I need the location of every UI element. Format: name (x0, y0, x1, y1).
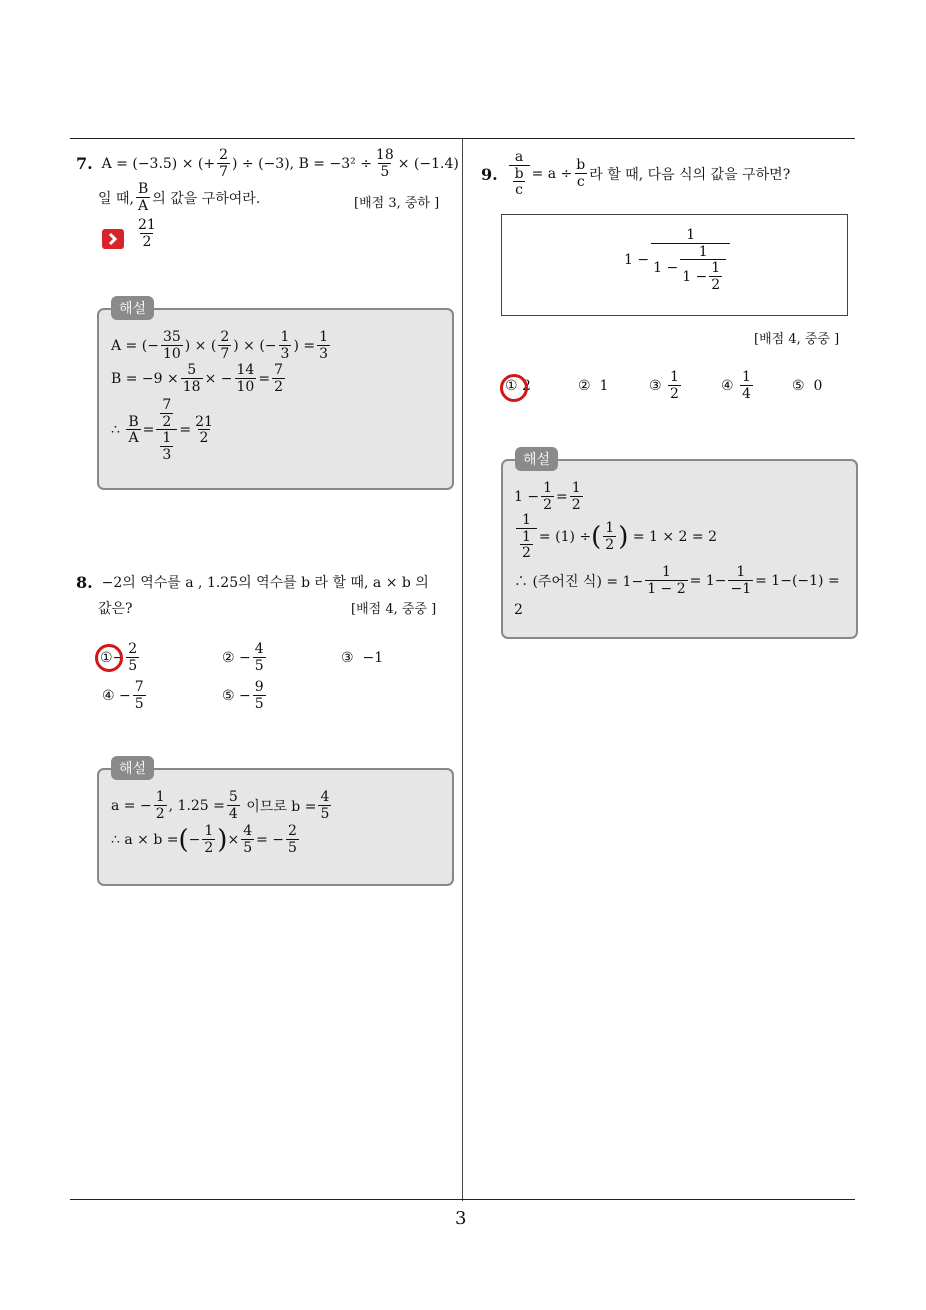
q9-expl-line2: $\frac{1}{\frac{1}{2}}$ = (1) ÷ ( $\frac{1}{2}$ ) = 1 × 2 = 2 (514, 513, 717, 561)
q8-line2: 값은? (98, 601, 133, 617)
q9-continued-fraction: 1 − 1 1 − 1 1 − $\frac{1}{2}$ (624, 228, 732, 293)
q9-score-tag: [배점 4, 중중 ] (754, 332, 840, 347)
q9-option-2[interactable]: ② 1 (578, 378, 609, 394)
q8-score-tag: [배점 4, 중중 ] (351, 602, 437, 617)
q9-option-4[interactable]: ④ $\frac{1}{4}$ (721, 369, 751, 402)
q7-frac-2-7: $\frac{2}{7}$ (219, 147, 229, 180)
q7-frac-B-A: $\frac{B}{A}$ (137, 181, 149, 214)
q9-option-1[interactable]: ① 2 (505, 378, 531, 394)
q7-expl-line2: B = −9 × $\frac{5}{18}$ × − $\frac{14}{10}$ = $\frac{7}{2}$ (111, 362, 283, 395)
q9-explanation-label: 해설 (515, 447, 558, 471)
q7-expl-line1: A = (− $\frac{35}{10}$ ) × ( $\frac{2}{7}$ ) × (− $\frac{1}{3}$ ) = $\frac{1}{3}$ (111, 329, 329, 362)
q7-explanation-label: 해설 (111, 296, 154, 320)
q8-explanation-label: 해설 (111, 756, 154, 780)
q7-line2: 일 때, $\frac{B}{A}$ 의 값을 구하여라. (98, 181, 261, 214)
column-divider (462, 139, 463, 1201)
q8-option-1[interactable]: ① − $\frac{2}{5}$ (100, 641, 138, 674)
q9-number: 9. (481, 164, 498, 184)
page-number: 3 (455, 1208, 467, 1229)
bottom-rule (70, 1199, 855, 1200)
q7-number: 7. (76, 154, 93, 174)
q8-option-2[interactable]: ② − $\frac{4}{5}$ (222, 641, 264, 674)
q8-number: 8. (76, 572, 93, 592)
q8-option-4[interactable]: ④ − $\frac{7}{5}$ (102, 679, 144, 712)
q9-expl-line3: ∴ (주어진 식) = 1− $\frac{1}{1 - 2}$ = 1− $\frac{1}{-1}$ = 1−(−1) = (514, 564, 840, 597)
selected-answer-circle (95, 644, 123, 672)
q7-line1: 7. A = (−3.5) × (+ $\frac{2}{7}$ ) ÷ (−3), B = −3² ÷ $\frac{18}{5}$ × (−1.4) (76, 147, 459, 180)
q8-option-3[interactable]: ③ −1 (341, 650, 384, 666)
selected-answer-circle-q9 (500, 374, 528, 402)
q8-option-5[interactable]: ⑤ − $\frac{9}{5}$ (222, 679, 264, 712)
q9-option-3[interactable]: ③ $\frac{1}{2}$ (649, 369, 679, 402)
q9-option-5[interactable]: ⑤ 0 (792, 378, 823, 394)
q8-line1: 8. −2의 역수를 a , 1.25의 역수를 b 라 할 때, a × b 의 (76, 572, 429, 592)
q7-frac-18-5: $\frac{18}{5}$ (375, 147, 394, 180)
q7-answer: $\frac{21}{2}$ (138, 217, 156, 250)
q9-expl-line1: 1 − $\frac{1}{2}$ = $\frac{1}{2}$ (514, 480, 581, 513)
q9-compound-fraction: $\frac{a}{\frac{b}{c}}$ (509, 150, 530, 198)
answer-arrow-icon (102, 229, 124, 249)
q7-complex-fraction: $\frac{\frac{7}{2}}{\frac{1}{3}}$ (156, 398, 177, 463)
q9-expl-line4: 2 (514, 602, 523, 618)
q7-score-tag: [배점 3, 중하 ] (354, 196, 440, 211)
q8-expl-line1: a = − $\frac{1}{2}$ , 1.25 = $\frac{5}{4}$ 이므로 b = $\frac{4}{5}$ (111, 789, 330, 822)
q7-expl-line3: ∴ $\frac{B}{A}$ = $\frac{\frac{7}{2}}{\frac{1}{3}}$ = $\frac{21}{2}$ (111, 397, 213, 464)
q9-line1: 9. $\frac{a}{\frac{b}{c}}$ = a ÷ $\frac{b}{c}$ 라 할 때, 다음 식의 값을 구하면? (481, 149, 791, 199)
q8-expl-line2: ∴ a × b = ( − $\frac{1}{2}$ ) × $\frac{4}{5}$ = − $\frac{2}{5}$ (111, 823, 297, 856)
